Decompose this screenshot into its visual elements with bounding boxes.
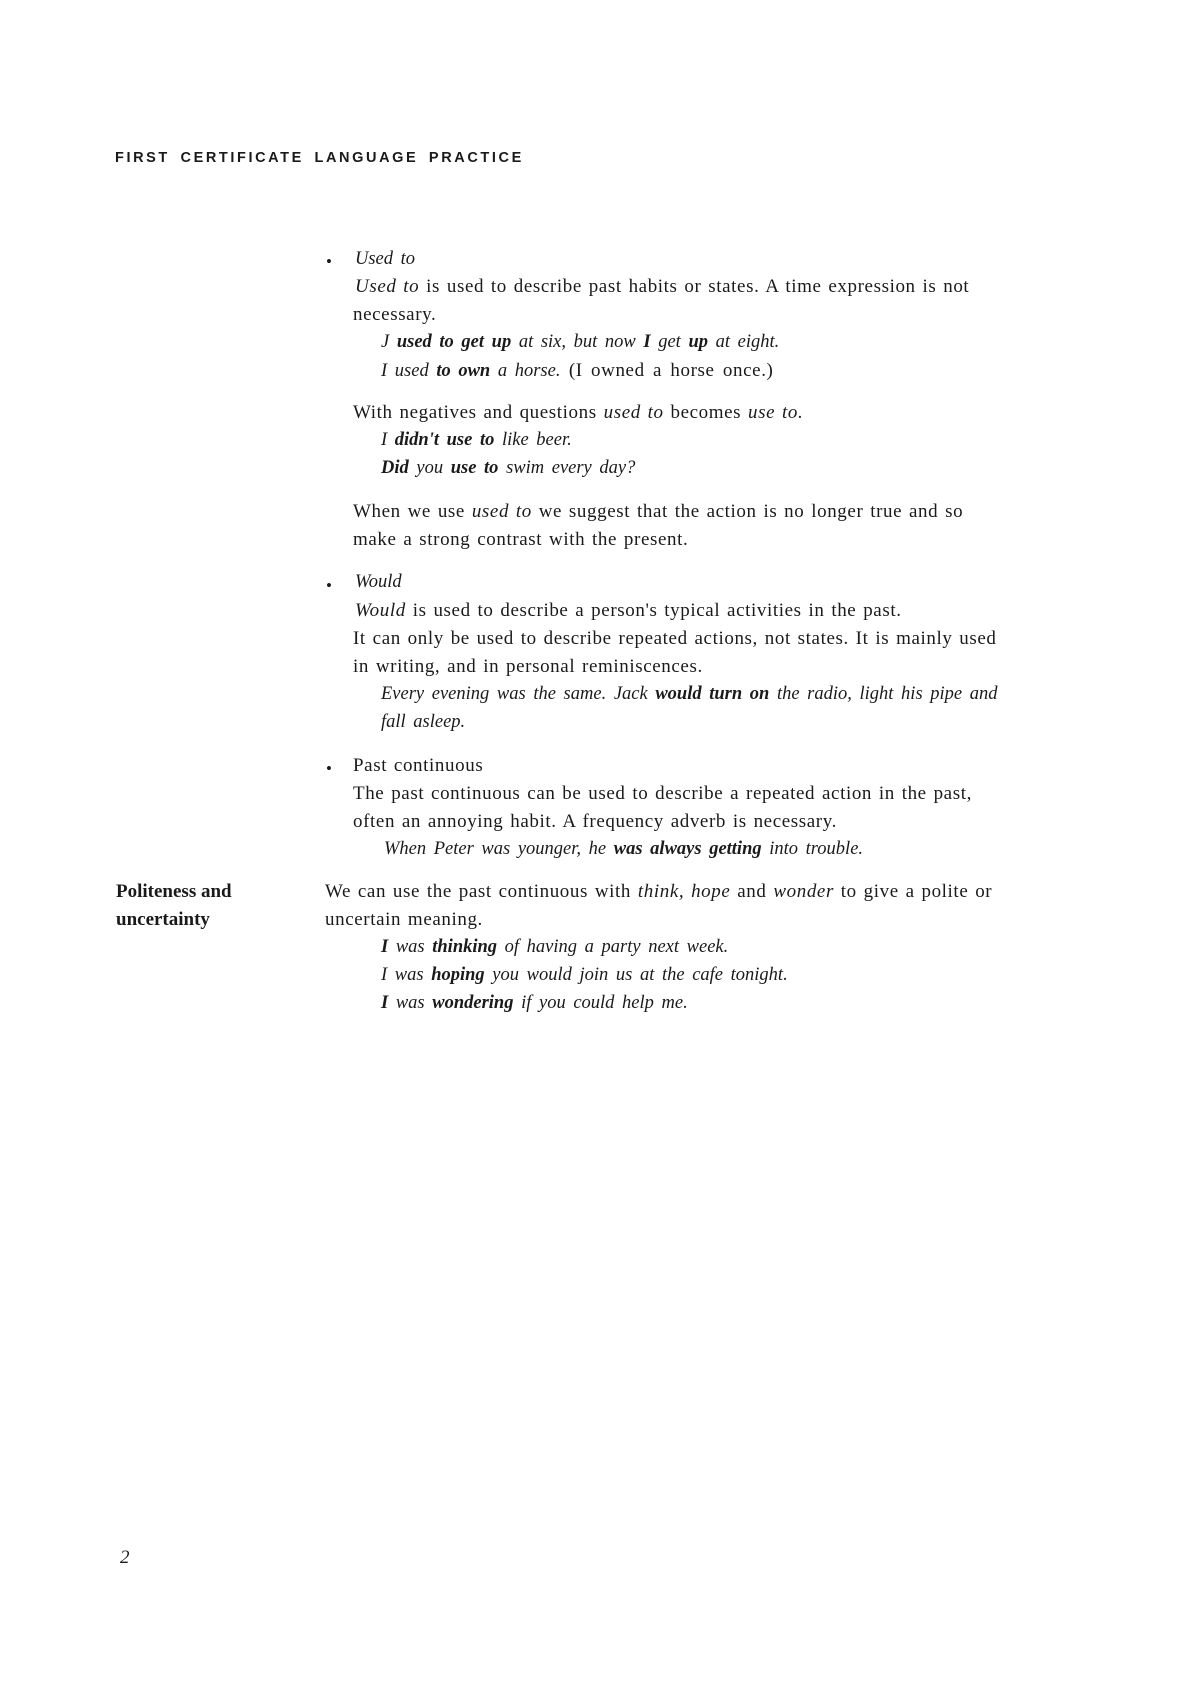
politeness-example-1: I was thinking of having a party next week.	[381, 937, 729, 957]
heading-past-continuous: Past continuous	[353, 755, 484, 776]
used-to-contrast-line1: When we use used to we suggest that the action is no longer true and so	[353, 501, 964, 522]
past-continuous-example-1: When Peter was younger, he was always getting into trouble.	[384, 839, 864, 859]
side-heading-politeness: Politeness and uncertainty	[116, 881, 232, 930]
heading-would: Would	[355, 572, 402, 592]
bullet-would: •	[326, 576, 332, 595]
politeness-desc-line2: uncertain meaning.	[325, 909, 483, 930]
bullet-used-to: •	[326, 252, 332, 271]
politeness-desc-line1: We can use the past continuous with think, hope and wonder to give a polite or	[325, 881, 993, 902]
would-desc-line1: Would is used to describe a person's typical activities in the past.	[355, 600, 902, 621]
used-to-desc-line2: necessary.	[353, 304, 437, 325]
used-to-contrast-line2: make a strong contrast with the present.	[353, 529, 689, 550]
heading-used-to: Used to	[355, 249, 416, 269]
page-header: FIRST CERTIFICATE LANGUAGE PRACTICE	[115, 150, 524, 166]
politeness-example-3: I was wondering if you could help me.	[381, 993, 688, 1013]
would-desc-line2: It can only be used to describe repeated actions, not states. It is mainly used	[353, 628, 997, 649]
past-continuous-desc-line1: The past continuous can be used to describe a repeated action in the past,	[353, 783, 972, 804]
used-to-example-1: J used to get up at six, but now I get up at eight.	[381, 332, 780, 352]
page-number: 2	[120, 1547, 130, 1568]
past-continuous-desc-line2: often an annoying habit. A frequency adverb is necessary.	[353, 811, 837, 832]
used-to-example-4: Did you use to swim every day?	[381, 458, 636, 478]
politeness-example-2: I was hoping you would join us at the cafe tonight.	[381, 965, 788, 985]
bullet-past-continuous: •	[326, 759, 332, 778]
would-example-1-cont: fall asleep.	[381, 712, 466, 732]
would-example-1: Every evening was the same. Jack would turn on the radio, light his pipe and	[381, 684, 998, 704]
would-desc-line3: in writing, and in personal reminiscences.	[353, 656, 703, 677]
used-to-example-2: I used to own a horse. (I owned a horse once.)	[381, 360, 774, 381]
used-to-negatives-note: With negatives and questions used to becomes use to.	[353, 402, 804, 423]
used-to-example-3: I didn't use to like beer.	[381, 430, 572, 450]
used-to-desc-line1: Used to is used to describe past habits or states. A time expression is not	[355, 276, 970, 297]
